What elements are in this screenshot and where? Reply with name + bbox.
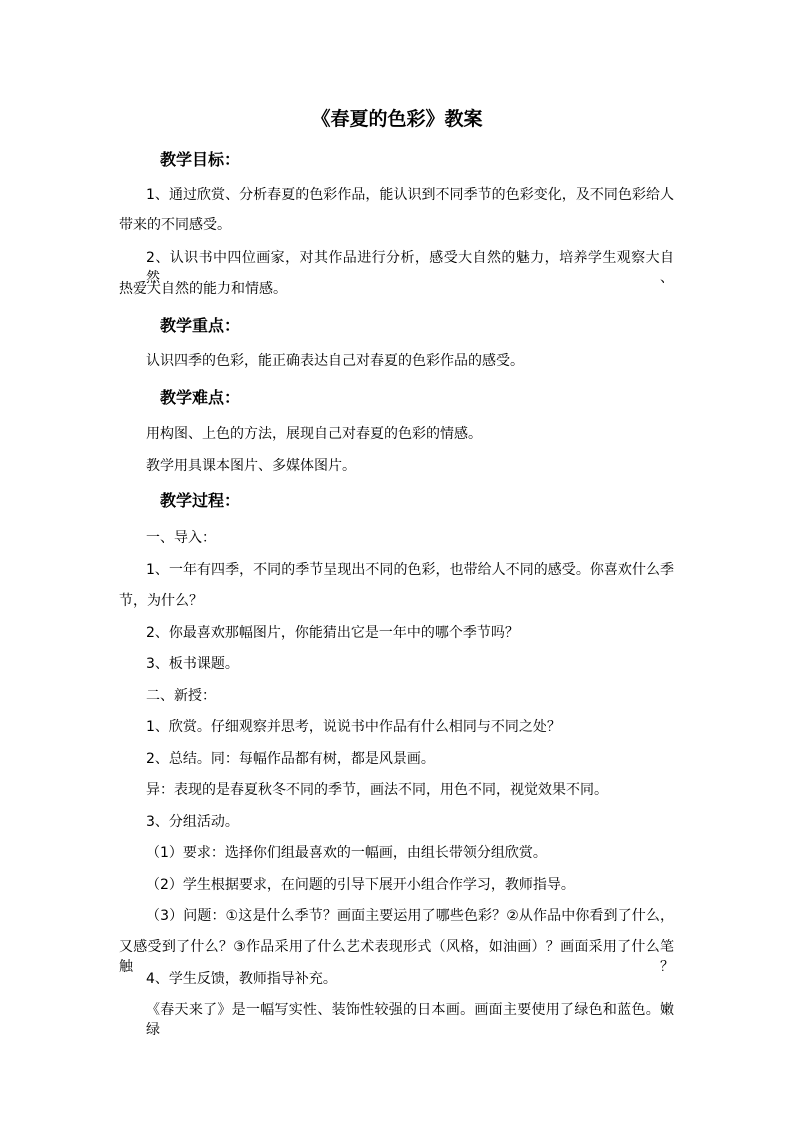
- intro-item-2: 2、你最喜欢那幅图片，你能猜出它是一年中的哪个季节吗？: [146, 625, 519, 641]
- painting-description: 《春天来了》是一幅写实性、装饰性较强的日本画。画面主要使用了绿色和蓝色。嫩绿: [146, 1002, 674, 1038]
- goals-heading: 教学目标：: [160, 150, 241, 169]
- difficulties-heading: 教学难点：: [160, 388, 241, 407]
- new-item-3-a: （1）要求：选择你们组最喜欢的一幅画，由组长带领分组欣赏。: [146, 845, 547, 861]
- key-points-p1: 认识四季的色彩，能正确表达自己对春夏的色彩作品的感受。: [146, 353, 524, 369]
- new-item-3-c-line2: 又感受到了什么？③作品采用了什么艺术表现形式（风格，如油画）？画面采用了什么笔触？: [119, 939, 674, 975]
- new-label: 二、新授：: [146, 688, 216, 704]
- goals-p2-line1: 2、认识书中四位画家，对其作品进行分析，感受大自然的魅力，培养学生观察大自然、: [146, 250, 674, 286]
- intro-item-1-line1: 1、一年有四季，不同的季节呈现出不同的色彩，也带给人不同的感受。你喜欢什么季: [146, 562, 674, 578]
- new-item-2-difference: 异：表现的是春夏秋冬不同的季节，画法不同，用色不同，视觉效果不同。: [146, 782, 608, 798]
- new-item-3-c-line1: （3）问题：①这是什么季节？画面主要运用了哪些色彩？②从作品中你看到了什么，: [146, 908, 674, 924]
- intro-item-3: 3、板书课题。: [146, 656, 239, 672]
- key-points-heading: 教学重点：: [160, 316, 241, 335]
- new-item-1: 1、欣赏。仔细观察并思考，说说书中作品有什么相同与不同之处？: [146, 719, 561, 735]
- intro-item-1-line2: 节，为什么？: [119, 593, 203, 609]
- process-heading: 教学过程：: [160, 491, 241, 510]
- goals-p1-line1: 1、通过欣赏、分析春夏的色彩作品，能认识到不同季节的色彩变化，及不同色彩给人: [146, 187, 674, 203]
- goals-p1-line2: 带来的不同感受。: [119, 217, 231, 233]
- difficulties-p1: 用构图、上色的方法，展现自己对春夏的色彩的情感。: [146, 426, 482, 442]
- document-title: 《春夏的色彩》教案: [311, 108, 483, 130]
- goals-p2-line2: 热爱大自然的能力和情感。: [119, 281, 287, 297]
- new-item-4: 4、学生反馈，教师指导补充。: [146, 971, 337, 987]
- new-item-3-b: （2）学生根据要求，在问题的引导下展开小组合作学习，教师指导。: [146, 877, 575, 893]
- new-item-2: 2、总结。同：每幅作品都有树，都是风景画。: [146, 751, 435, 767]
- intro-label: 一、导入：: [146, 530, 216, 546]
- difficulties-p2: 教学用具课本图片、多媒体图片。: [146, 458, 356, 474]
- new-item-3: 3、分组活动。: [146, 814, 239, 830]
